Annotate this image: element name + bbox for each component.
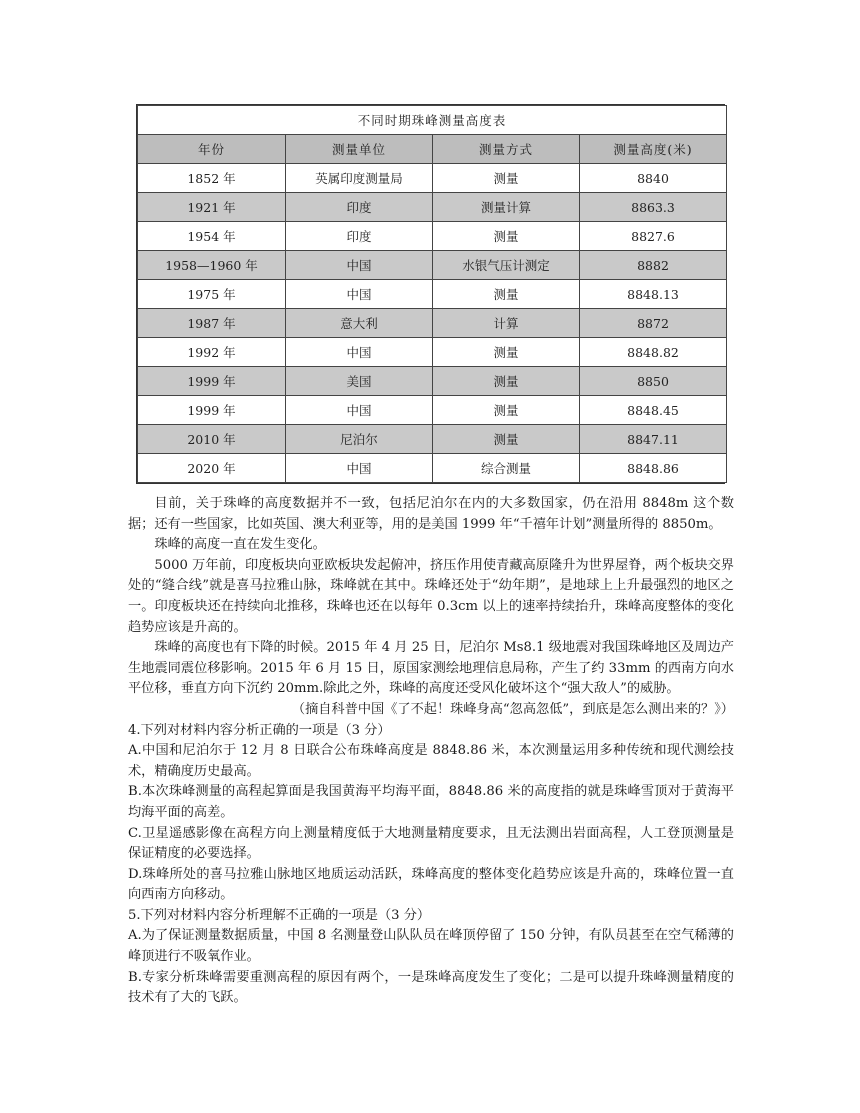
cell-height: 8827.6 — [580, 222, 727, 251]
table-row — [138, 454, 727, 483]
paragraph-height-change: 珠峰的高度一直在发生变化。 — [154, 537, 326, 553]
cell-unit: 中国 — [286, 454, 433, 483]
cell-unit: 印度 — [286, 222, 433, 251]
cell-method: 测量 — [433, 280, 580, 309]
cell-year: 1921 年 — [138, 193, 286, 222]
table-row — [138, 425, 727, 454]
table-row — [138, 309, 727, 338]
cell-unit: 中国 — [286, 396, 433, 425]
cell-year: 1954 年 — [138, 222, 286, 251]
cell-unit: 英属印度测量局 — [286, 164, 433, 193]
cell-method: 测量 — [433, 425, 580, 454]
cell-height: 8848.13 — [580, 280, 727, 309]
cell-height: 8848.82 — [580, 338, 727, 367]
cell-year: 1999 年 — [138, 396, 286, 425]
header-height: 测量高度(米) — [580, 135, 727, 164]
cell-unit: 中国 — [286, 338, 433, 367]
cell-method: 水银气压计测定 — [433, 251, 580, 280]
question-4-stem: 4.下列对材料内容分析正确的一项是（3 分） — [128, 722, 391, 738]
question-4-option-a: A.中国和尼泊尔于 12 月 8 日联合公布珠峰高度是 8848.86 米，本次测量运用多种传统和现代测绘技术，精确度历史最高。 — [128, 743, 734, 779]
cell-year: 1958—1960 年 — [138, 251, 286, 280]
cell-height: 8840 — [580, 164, 727, 193]
cell-unit: 意大利 — [286, 309, 433, 338]
question-5-option-a: A.为了保证测量数据质量，中国 8 名测量登山队队员在峰顶停留了 150 分钟，有队员甚至在空气稀薄的峰顶进行不吸氧作业。 — [128, 928, 734, 965]
height-table-grid — [137, 105, 727, 483]
table-row — [138, 222, 727, 251]
cell-year: 1975 年 — [138, 280, 286, 309]
cell-year: 1992 年 — [138, 338, 286, 367]
cell-method: 综合测量 — [433, 454, 580, 483]
cell-unit: 印度 — [286, 193, 433, 222]
question-5-stem: 5.下列对材料内容分析理解不正确的一项是（3 分） — [128, 907, 431, 923]
cell-year: 2010 年 — [138, 425, 286, 454]
cell-height: 8847.11 — [580, 425, 727, 454]
cell-year: 2020 年 — [138, 454, 286, 483]
cell-unit: 尼泊尔 — [286, 425, 433, 454]
cell-year: 1999 年 — [138, 367, 286, 396]
table-row — [138, 164, 727, 193]
header-method: 测量方式 — [433, 135, 580, 164]
cell-height: 8848.45 — [580, 396, 727, 425]
table-row — [138, 367, 727, 396]
paragraph-plate-uplift: 5000 万年前，印度板块向亚欧板块发起俯冲，挤压作用使青藏高原隆升为世界屋脊，两个板块交界处的“缝合线”就是喜马拉雅山脉，珠峰就在其中。珠峰还处于“幼年期”，是地球上上升最强烈的地区之一。印度板块还在持续向北推移，珠峰也还在以每年 0.3cm 以上的速率持续抬升，珠峰高度整体的变化趋势应该是升高的。 — [128, 557, 734, 635]
cell-method: 测量 — [433, 164, 580, 193]
question-5-option-b: B.专家分析珠峰需要重测高程的原因有两个，一是珠峰高度发生了变化；二是可以提升珠峰测量精度的技术有了大的飞跃。 — [128, 969, 734, 1006]
cell-method: 测量 — [433, 338, 580, 367]
cell-height: 8872 — [580, 309, 727, 338]
paragraph-current-data: 目前，关于珠峰的高度数据并不一致，包括尼泊尔在内的大多数国家，仍在沿用 8848m 这个数据；还有一些国家，比如英国、澳大利亚等，用的是美国 1999 年“千禧年计划”测量所得的 8850m。 — [128, 496, 734, 532]
cell-year: 1852 年 — [138, 164, 286, 193]
cell-year: 1987 年 — [138, 309, 286, 338]
cell-method: 测量 — [433, 367, 580, 396]
cell-unit: 美国 — [286, 367, 433, 396]
cell-unit: 中国 — [286, 251, 433, 280]
cell-method: 计算 — [433, 309, 580, 338]
table-row — [138, 193, 727, 222]
article-body — [128, 494, 734, 1009]
cell-height: 8882 — [580, 251, 727, 280]
cell-height: 8863.3 — [580, 193, 727, 222]
paragraph-height-decline: 珠峰的高度也有下降的时候。2015 年 4 月 25 日，尼泊尔 Ms8.1 级地震对我国珠峰地区及周边产生地震同震位移影响。2015 年 6 月 15 日，原国家测绘地理信息局称，产生了约 33mm 的西南方向水平位移，垂直方向下沉约 20mm.除此之外，珠峰的高度还受风化破坏这个“强大敌人”的威胁。 — [128, 640, 734, 697]
cell-method: 测量计算 — [433, 193, 580, 222]
question-4-option-b: B.本次珠峰测量的高程起算面是我国黄海平均海平面，8848.86 米的高度指的就是珠峰雪顶对于黄海平均海平面的高差。 — [128, 784, 734, 820]
cell-method: 测量 — [433, 396, 580, 425]
table-row — [138, 396, 727, 425]
question-4-option-d: D.珠峰所处的喜马拉雅山脉地区地质运动活跃，珠峰高度的整体变化趋势应该是升高的，珠峰位置一直向西南方向移动。 — [128, 866, 734, 903]
table-row — [138, 338, 727, 367]
cell-unit: 中国 — [286, 280, 433, 309]
cell-height: 8850 — [580, 367, 727, 396]
header-unit: 测量单位 — [286, 135, 433, 164]
cell-height: 8848.86 — [580, 454, 727, 483]
header-year: 年份 — [138, 135, 286, 164]
source-citation: （摘自科普中国《了不起！珠峰身高“忽高忽低”，到底是怎么测出来的？》） — [291, 701, 734, 717]
table-row — [138, 251, 727, 280]
question-4-option-c: C.卫星遥感影像在高程方向上测量精度低于大地测量精度要求，且无法测出岩面高程，人工登顶测量是保证精度的必要选择。 — [128, 825, 734, 862]
table-row — [138, 280, 727, 309]
height-table — [136, 104, 725, 484]
cell-method: 测量 — [433, 222, 580, 251]
table-caption: 不同时期珠峰测量高度表 — [138, 106, 727, 135]
